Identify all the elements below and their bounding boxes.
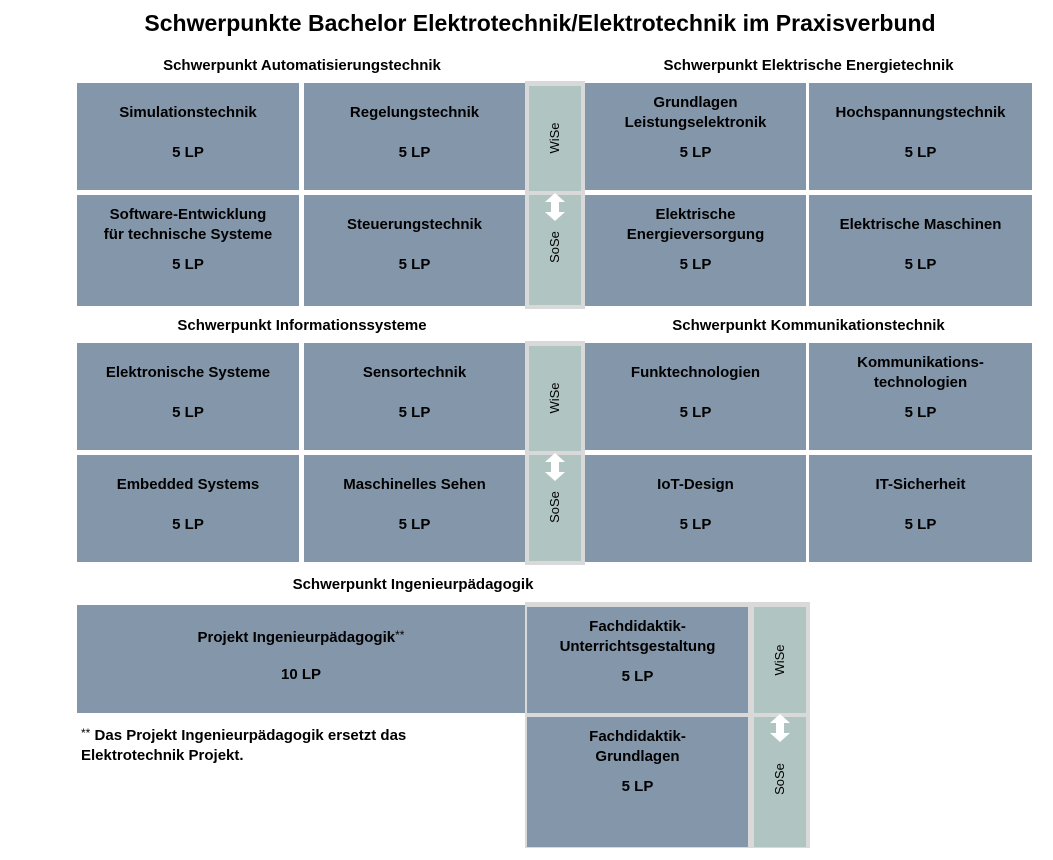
double-arrow-icon xyxy=(542,452,568,482)
semester-bar-winter xyxy=(529,86,581,191)
module-credits: 5 LP xyxy=(904,256,937,273)
module-credits: 5 LP xyxy=(172,144,204,161)
module-embedded-systems xyxy=(77,455,299,562)
module-name xyxy=(77,625,525,648)
module-simulationstechnik xyxy=(77,83,299,190)
module-name: Steuerungstechnik xyxy=(346,216,483,233)
module-regelungstechnik xyxy=(304,83,525,190)
module-name-line1: Kommunikations- xyxy=(857,354,984,371)
module-name-line1: Fachdidaktik- xyxy=(589,618,686,635)
semester-label-summer: SoSe xyxy=(547,491,562,523)
module-it-sicherheit xyxy=(809,455,1032,562)
module-name-line1: Elektrische xyxy=(655,206,736,223)
module-name-line2: Energieversorgung xyxy=(626,226,765,243)
module-name: IT-Sicherheit xyxy=(875,476,966,493)
double-arrow-icon xyxy=(767,713,793,743)
module-name: Elektrische Maschinen xyxy=(839,216,1002,233)
module-credits: 10 LP xyxy=(280,666,322,683)
module-name: Sensortechnik xyxy=(362,364,467,381)
module-name xyxy=(77,205,299,245)
semester-label-winter: WiSe xyxy=(772,644,787,676)
module-name: Maschinelles Sehen xyxy=(343,476,486,493)
module-iot-design xyxy=(585,455,806,562)
module-name: Funktechnologien xyxy=(630,364,761,381)
section-title-information: Schwerpunkt Informationssysteme xyxy=(177,317,427,334)
module-sensortechnik xyxy=(304,343,525,450)
module-credits: 5 LP xyxy=(904,144,937,161)
module-name-line1: Grundlagen xyxy=(653,94,738,111)
module-steuerungstechnik xyxy=(304,195,525,306)
footnote-line2: Elektrotechnik Projekt. xyxy=(81,747,244,764)
module-maschinelles-sehen xyxy=(304,455,525,562)
module-name: Embedded Systems xyxy=(116,476,260,493)
module-name: Hochspannungstechnik xyxy=(835,104,1006,121)
footnote-mark: ** xyxy=(81,726,91,740)
module-credits: 5 LP xyxy=(398,256,431,273)
module-credits: 5 LP xyxy=(172,404,204,421)
module-name xyxy=(809,353,1032,393)
module-credits: 5 LP xyxy=(679,144,712,161)
semester-bar-winter xyxy=(529,346,581,451)
module-name-line2: Grundlagen xyxy=(595,748,680,765)
module-credits: 5 LP xyxy=(621,778,654,795)
module-projekt-ingenieurpaedagogik xyxy=(77,605,525,713)
module-funktechnologien xyxy=(585,343,806,450)
module-credits: 5 LP xyxy=(679,256,712,273)
module-name-line1: Software-Entwicklung xyxy=(109,206,267,223)
module-credits: 5 LP xyxy=(679,516,712,533)
module-name-text: Projekt Ingenieurpädagogik xyxy=(197,629,396,646)
module-elektrische-energieversorgung xyxy=(585,195,806,306)
module-name xyxy=(585,93,806,133)
module-name xyxy=(585,205,806,245)
module-software-entwicklung xyxy=(77,195,299,306)
module-name: Simulationstechnik xyxy=(119,104,257,121)
module-name: IoT-Design xyxy=(657,476,734,493)
module-name-line2: für technische Systeme xyxy=(103,226,273,243)
module-credits: 5 LP xyxy=(679,404,712,421)
section-title-kommunikation: Schwerpunkt Kommunikationstechnik xyxy=(672,317,945,334)
module-credits: 5 LP xyxy=(398,516,431,533)
semester-label-winter: WiSe xyxy=(547,122,562,154)
module-hochspannungstechnik xyxy=(809,83,1032,190)
module-name-line2: Leistungselektronik xyxy=(624,114,767,131)
section-title-paedagogik: Schwerpunkt Ingenieurpädagogik xyxy=(292,576,534,593)
module-credits: 5 LP xyxy=(621,668,654,685)
semester-bar-winter xyxy=(754,607,806,713)
module-name: Elektronische Systeme xyxy=(105,364,271,381)
module-name xyxy=(527,727,748,767)
module-name-line1: Fachdidaktik- xyxy=(589,728,686,745)
footnote xyxy=(81,723,501,766)
module-elektronische-systeme xyxy=(77,343,299,450)
module-name-line2: Unterrichtsgestaltung xyxy=(559,638,716,655)
module-fachdidaktik-grundlagen xyxy=(527,717,748,847)
module-fachdidaktik-unterrichtsgestaltung xyxy=(527,607,748,713)
semester-label-summer: SoSe xyxy=(547,231,562,263)
module-credits: 5 LP xyxy=(398,144,431,161)
module-elektrische-maschinen xyxy=(809,195,1032,306)
module-credits: 5 LP xyxy=(904,516,937,533)
section-title-automatisierung: Schwerpunkt Automatisierungstechnik xyxy=(163,57,441,74)
module-credits: 5 LP xyxy=(398,404,431,421)
module-name-line2: technologien xyxy=(873,374,968,391)
semester-label-winter: WiSe xyxy=(547,382,562,414)
double-arrow-icon xyxy=(542,192,568,222)
module-credits: 5 LP xyxy=(172,516,204,533)
module-grundlagen-leistungselektronik xyxy=(585,83,806,190)
footnote-mark: ** xyxy=(395,628,405,642)
section-title-energie: Schwerpunkt Elektrische Energietechnik xyxy=(663,57,954,74)
module-credits: 5 LP xyxy=(904,404,937,421)
footnote-line1 xyxy=(81,723,501,746)
footnote-text: Das Projekt Ingenieurpädagogik ersetzt das xyxy=(94,727,407,744)
semester-label-summer: SoSe xyxy=(772,763,787,795)
page-title: Schwerpunkte Bachelor Elektrotechnik/Elektrotechnik im Praxisverbund xyxy=(144,10,936,36)
module-credits: 5 LP xyxy=(172,256,204,273)
module-kommunikationstechnologien xyxy=(809,343,1032,450)
module-name: Regelungstechnik xyxy=(349,104,480,121)
module-name xyxy=(527,617,748,657)
